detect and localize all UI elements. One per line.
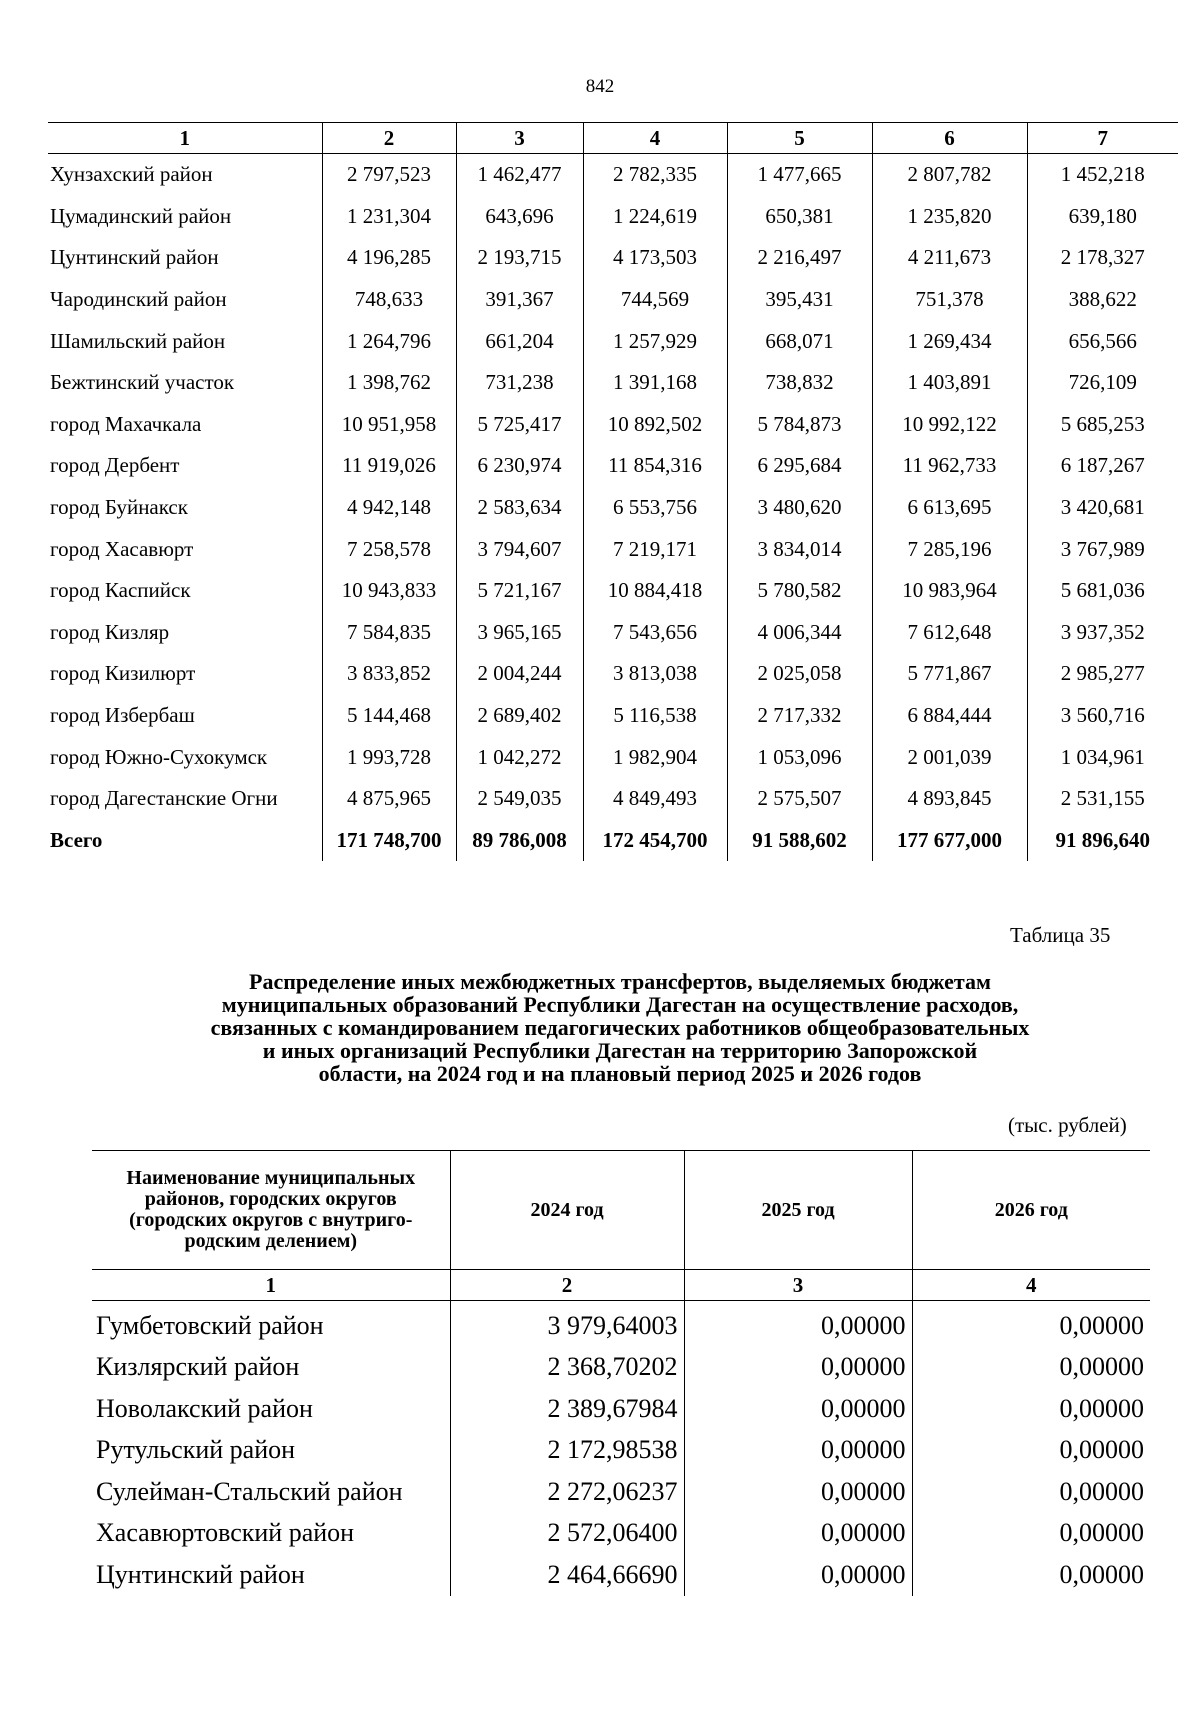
table-row [48, 279, 1178, 321]
table-title-line: муниципальных образований Республики Дагестан на осуществление расходов, [221, 992, 1019, 1017]
row-label: Сулейман-Стальский район [96, 1476, 403, 1506]
row-label: город Дербент [50, 453, 180, 478]
value-cell: 2 575,507 [727, 778, 872, 820]
column-number: 3 [684, 1270, 912, 1301]
table-row [48, 612, 1178, 654]
value-cell: 2 193,715 [456, 237, 583, 279]
row-label: город Хасавюрт [50, 536, 194, 561]
value-cell: 748,633 [322, 279, 456, 321]
row-label: Гумбетовский район [96, 1310, 324, 1340]
value-cell: 2 368,70202 [450, 1347, 684, 1389]
value-cell: 3 480,620 [727, 487, 872, 529]
value-cell: 1 398,762 [322, 362, 456, 404]
value-cell: 5 144,468 [322, 695, 456, 737]
header-line: (городских округов с внутриго- [129, 1209, 413, 1231]
value-cell: 639,180 [1027, 196, 1178, 238]
value-cell: 1 235,820 [872, 196, 1027, 238]
value-cell: 656,566 [1027, 320, 1178, 362]
value-cell: 2 782,335 [583, 154, 727, 196]
value-cell: 10 983,964 [872, 570, 1027, 612]
total-cell: 177 677,000 [872, 820, 1027, 862]
table-row [48, 154, 1178, 196]
value-cell: 6 613,695 [872, 487, 1027, 529]
value-cell: 7 258,578 [322, 528, 456, 570]
value-cell: 1 231,304 [322, 196, 456, 238]
value-cell: 731,238 [456, 362, 583, 404]
value-cell: 3 979,64003 [450, 1305, 684, 1347]
value-cell: 395,431 [727, 279, 872, 321]
value-cell: 4 942,148 [322, 487, 456, 529]
page-number: 842 [585, 76, 615, 97]
value-cell: 2 531,155 [1027, 778, 1178, 820]
value-cell: 2 689,402 [456, 695, 583, 737]
table-title-line: и иных организаций Республики Дагестан на территорию Запорожской [262, 1038, 978, 1063]
table-row [92, 1388, 1150, 1430]
value-cell: 2 272,06237 [450, 1471, 684, 1513]
value-cell: 661,204 [456, 320, 583, 362]
column-number: 2 [450, 1270, 684, 1301]
value-cell: 0,00000 [912, 1513, 1150, 1555]
total-cell: 89 786,008 [456, 820, 583, 862]
table-row [92, 1554, 1150, 1596]
value-cell: 1 477,665 [727, 154, 872, 196]
column-number-row [92, 1270, 1150, 1301]
value-cell: 2 464,66690 [450, 1554, 684, 1596]
value-cell: 388,622 [1027, 279, 1178, 321]
table-row [48, 653, 1178, 695]
value-cell: 1 257,929 [583, 320, 727, 362]
value-cell: 2 389,67984 [450, 1388, 684, 1430]
table-row [92, 1305, 1150, 1347]
row-label: Хасавюртовский район [96, 1518, 355, 1548]
value-cell: 3 937,352 [1027, 612, 1178, 654]
value-cell: 3 560,716 [1027, 695, 1178, 737]
units-label: (тыс. рублей) [1008, 1113, 1127, 1137]
row-label: Новолакский район [96, 1393, 313, 1423]
table-title-line: Распределение иных межбюджетных трансфертов, выделяемых бюджетам [249, 969, 991, 994]
value-cell: 7 584,835 [322, 612, 456, 654]
value-cell: 5 780,582 [727, 570, 872, 612]
value-cell: 6 187,267 [1027, 445, 1178, 487]
value-cell: 2 178,327 [1027, 237, 1178, 279]
value-cell: 1 264,796 [322, 320, 456, 362]
value-cell: 0,00000 [912, 1430, 1150, 1472]
value-cell: 0,00000 [684, 1471, 912, 1513]
total-cell: 91 896,640 [1027, 820, 1178, 862]
column-number: 1 [92, 1270, 450, 1301]
value-cell: 4 211,673 [872, 237, 1027, 279]
table-row [92, 1513, 1150, 1555]
value-cell: 391,367 [456, 279, 583, 321]
value-cell: 6 884,444 [872, 695, 1027, 737]
value-cell: 4 893,845 [872, 778, 1027, 820]
value-cell: 668,071 [727, 320, 872, 362]
value-cell: 3 794,607 [456, 528, 583, 570]
table-row [92, 1471, 1150, 1513]
value-cell: 11 962,733 [872, 445, 1027, 487]
year-2024-header: 2024 год [450, 1151, 684, 1270]
value-cell: 6 230,974 [456, 445, 583, 487]
row-label: город Дагестанские Огни [50, 786, 278, 811]
column-number: 4 [912, 1270, 1150, 1301]
table-caption: Таблица 35 [1010, 923, 1111, 947]
table-row [92, 1347, 1150, 1389]
value-cell: 10 992,122 [872, 404, 1027, 446]
column-header: 2 [322, 123, 456, 154]
value-cell: 10 892,502 [583, 404, 727, 446]
value-cell: 7 285,196 [872, 528, 1027, 570]
value-cell: 1 452,218 [1027, 154, 1178, 196]
table-row [48, 570, 1178, 612]
value-cell: 1 269,434 [872, 320, 1027, 362]
row-label: город Избербаш [50, 703, 195, 728]
table-row [48, 695, 1178, 737]
table-row [48, 196, 1178, 238]
row-label: Кизлярский район [96, 1352, 300, 1382]
value-cell: 4 196,285 [322, 237, 456, 279]
value-cell: 6 553,756 [583, 487, 727, 529]
header-line: родским делением) [184, 1230, 357, 1252]
value-cell: 7 543,656 [583, 612, 727, 654]
value-cell: 738,832 [727, 362, 872, 404]
value-cell: 4 849,493 [583, 778, 727, 820]
row-label: Бежтинский участок [50, 370, 235, 395]
total-cell: 91 588,602 [727, 820, 872, 862]
row-label: город Буйнакск [50, 495, 188, 520]
value-cell: 0,00000 [684, 1347, 912, 1389]
total-row [48, 820, 1178, 862]
column-number-row [48, 123, 1178, 154]
value-cell: 751,378 [872, 279, 1027, 321]
value-cell: 1 042,272 [456, 736, 583, 778]
row-label: Рутульский район [96, 1435, 296, 1465]
total-label: Всего [50, 827, 103, 852]
value-cell: 5 721,167 [456, 570, 583, 612]
value-cell: 2 807,782 [872, 154, 1027, 196]
column-header: 3 [456, 123, 583, 154]
value-cell: 11 854,316 [583, 445, 727, 487]
table-title-line: связанных с командированием педагогических работников общеобразовательных [210, 1015, 1030, 1040]
table-row [48, 362, 1178, 404]
row-label: Цумадинский район [50, 203, 232, 228]
value-cell: 10 951,958 [322, 404, 456, 446]
value-cell: 3 767,989 [1027, 528, 1178, 570]
column-header: 6 [872, 123, 1027, 154]
table-row [48, 404, 1178, 446]
value-cell: 4 875,965 [322, 778, 456, 820]
value-cell: 1 034,961 [1027, 736, 1178, 778]
value-cell: 10 943,833 [322, 570, 456, 612]
value-cell: 3 965,165 [456, 612, 583, 654]
transfer-table [92, 1150, 1150, 1596]
value-cell: 11 919,026 [322, 445, 456, 487]
value-cell: 3 813,038 [583, 653, 727, 695]
value-cell: 2 985,277 [1027, 653, 1178, 695]
row-label: Цунтинский район [96, 1559, 305, 1589]
value-cell: 0,00000 [912, 1554, 1150, 1596]
value-cell: 2 572,06400 [450, 1513, 684, 1555]
value-cell: 2 004,244 [456, 653, 583, 695]
value-cell: 2 216,497 [727, 237, 872, 279]
value-cell: 0,00000 [684, 1554, 912, 1596]
row-label: город Каспийск [50, 578, 191, 603]
value-cell: 7 612,648 [872, 612, 1027, 654]
value-cell: 5 784,873 [727, 404, 872, 446]
row-label: Шамильский район [50, 328, 226, 353]
value-cell: 0,00000 [684, 1305, 912, 1347]
row-label: город Кизляр [50, 619, 170, 644]
name-column-header [92, 1151, 450, 1270]
value-cell: 2 583,634 [456, 487, 583, 529]
value-cell: 1 993,728 [322, 736, 456, 778]
value-cell: 1 982,904 [583, 736, 727, 778]
row-label: Хунзахский район [50, 162, 213, 187]
column-header: 5 [727, 123, 872, 154]
value-cell: 0,00000 [912, 1388, 1150, 1430]
column-header: 1 [48, 123, 322, 154]
value-cell: 0,00000 [684, 1430, 912, 1472]
value-cell: 5 685,253 [1027, 404, 1178, 446]
table-title [120, 970, 1120, 1085]
value-cell: 744,569 [583, 279, 727, 321]
year-2026-header: 2026 год [912, 1151, 1150, 1270]
value-cell: 2 025,058 [727, 653, 872, 695]
value-cell: 1 224,619 [583, 196, 727, 238]
table-row [48, 778, 1178, 820]
table-row [48, 528, 1178, 570]
value-cell: 3 834,014 [727, 528, 872, 570]
value-cell: 7 219,171 [583, 528, 727, 570]
table-row [48, 320, 1178, 362]
total-cell: 171 748,700 [322, 820, 456, 862]
budget-table-continuation [48, 122, 1178, 861]
value-cell: 4 173,503 [583, 237, 727, 279]
header-row [92, 1151, 1150, 1270]
table-row [48, 487, 1178, 529]
table-row [48, 237, 1178, 279]
value-cell: 5 681,036 [1027, 570, 1178, 612]
column-header: 7 [1027, 123, 1178, 154]
value-cell: 3 833,852 [322, 653, 456, 695]
table-title-line: области, на 2024 год и на плановый период 2025 и 2026 годов [318, 1061, 922, 1086]
value-cell: 1 391,168 [583, 362, 727, 404]
value-cell: 5 725,417 [456, 404, 583, 446]
value-cell: 643,696 [456, 196, 583, 238]
value-cell: 650,381 [727, 196, 872, 238]
total-cell: 172 454,700 [583, 820, 727, 862]
value-cell: 6 295,684 [727, 445, 872, 487]
value-cell: 726,109 [1027, 362, 1178, 404]
value-cell: 0,00000 [912, 1347, 1150, 1389]
row-label: город Кизилюрт [50, 661, 196, 686]
value-cell: 0,00000 [912, 1471, 1150, 1513]
column-header: 4 [583, 123, 727, 154]
value-cell: 1 403,891 [872, 362, 1027, 404]
value-cell: 2 717,332 [727, 695, 872, 737]
header-line: районов, городских округов [144, 1188, 397, 1210]
value-cell: 2 797,523 [322, 154, 456, 196]
value-cell: 5 116,538 [583, 695, 727, 737]
value-cell: 3 420,681 [1027, 487, 1178, 529]
value-cell: 0,00000 [684, 1388, 912, 1430]
table-row [48, 445, 1178, 487]
table-row [92, 1430, 1150, 1472]
value-cell: 2 549,035 [456, 778, 583, 820]
value-cell: 1 462,477 [456, 154, 583, 196]
table-row [48, 736, 1178, 778]
row-label: город Южно-Сухокумск [50, 744, 268, 769]
header-line: Наименование муниципальных [126, 1167, 416, 1189]
value-cell: 2 172,98538 [450, 1430, 684, 1472]
value-cell: 0,00000 [684, 1513, 912, 1555]
value-cell: 10 884,418 [583, 570, 727, 612]
row-label: Цунтинский район [50, 245, 219, 270]
value-cell: 4 006,344 [727, 612, 872, 654]
value-cell: 5 771,867 [872, 653, 1027, 695]
value-cell: 2 001,039 [872, 736, 1027, 778]
year-2025-header: 2025 год [684, 1151, 912, 1270]
value-cell: 1 053,096 [727, 736, 872, 778]
value-cell: 0,00000 [912, 1305, 1150, 1347]
row-label: город Махачкала [50, 411, 202, 436]
row-label: Чародинский район [50, 287, 227, 312]
